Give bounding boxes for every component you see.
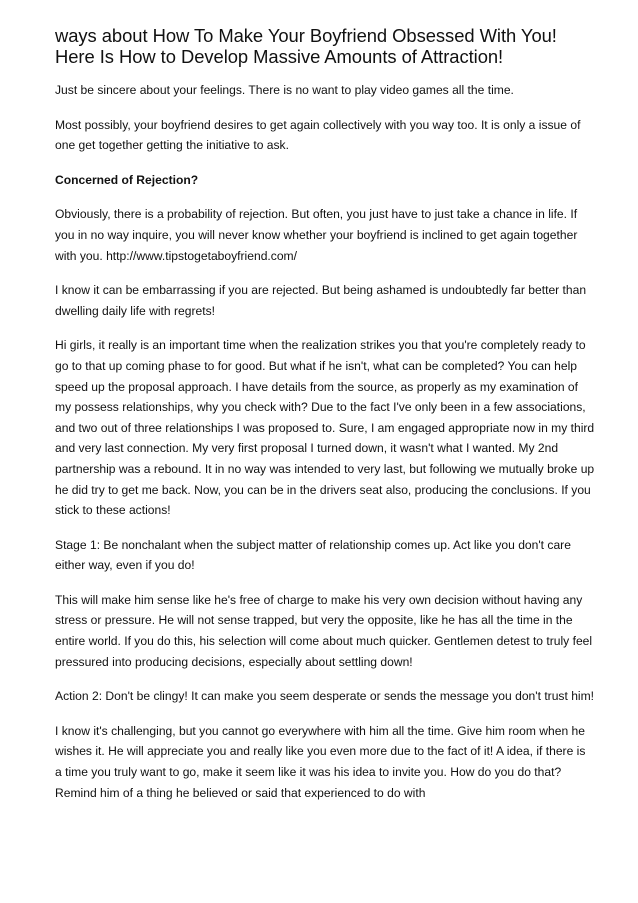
section-heading-rejection: Concerned of Rejection? [55,172,199,187]
document-page [55,26,595,817]
paragraph-boyfriend-desires: Most possibly, your boyfriend desires to get again collectively with you way too. It is only a issue of one get together getting the initiative to ask. [55,117,581,153]
paragraph-sincere: Just be sincere about your feelings. There is no want to play video games all the time. [55,83,514,97]
paragraph-hi-girls: Hi girls, it really is an important time when the realization strikes you that you're completely ready to go to that up coming phase to for good. But what if he isn't, what can be completed? You can help speed up the proposal approach. I have details from the source, as properly as my examination of my possess relationships, why you check with? Due to the fact I've only been in a few associations, and two out of three relationships I was proposed to. Sure, I am engaged appropriate now in my third and very last connection. My very first proposal I turned down, it wasn't what I wanted. My 2nd partnership was a rebound. It in no way was intended to very last, but following we mutually broke up he did try to get me back. Now, you can be in the drivers seat also, producing the conclusions. If you stick to these actions! [55,338,595,518]
paragraph-free-of-charge: This will make him sense like he's free of charge to make his very own decision without having any stress or pressure. He will not sense trapped, but very the opposite, like he has all the time in the entire world. If you do this, his selection will come about much quicker. Gentlemen detest to truly feel pressured into producing decisions, especially about settling down! [55,592,593,669]
paragraph-action-2: Action 2: Don't be clingy! It can make you seem desperate or sends the message you don't trust him! [55,689,595,704]
paragraph-challenging: I know it's challenging, but you cannot go everywhere with him all the time. Give him room when he wishes it. He will appreciate you and really like you even more due to the fact of it! A idea, if there is a time you truly want to go, make it seem like it was his idea to invite you. How do you do that? Remind him of a thing he believed or said that experienced to do with [55,723,586,800]
paragraph-probability-of-rejection: Obviously, there is a probability of rejection. But often, you just have to just take a chance in life. If you in no way inquire, you will never know whether your boyfriend is inclined to get again together with you. http://www.tipstogetaboyfriend.com/ [55,207,578,263]
document-title: ways about How To Make Your Boyfriend Obsessed With You! Here Is How to Develop Massive Amounts of Attraction! [55,25,557,67]
paragraph-embarrassing: I know it can be embarrassing if you are rejected. But being ashamed is undoubtedly far better than dwelling daily life with regrets! [55,283,587,318]
paragraph-stage-1: Stage 1: Be nonchalant when the subject matter of relationship comes up. Act like you don't care either way, even if you do! [55,537,571,573]
